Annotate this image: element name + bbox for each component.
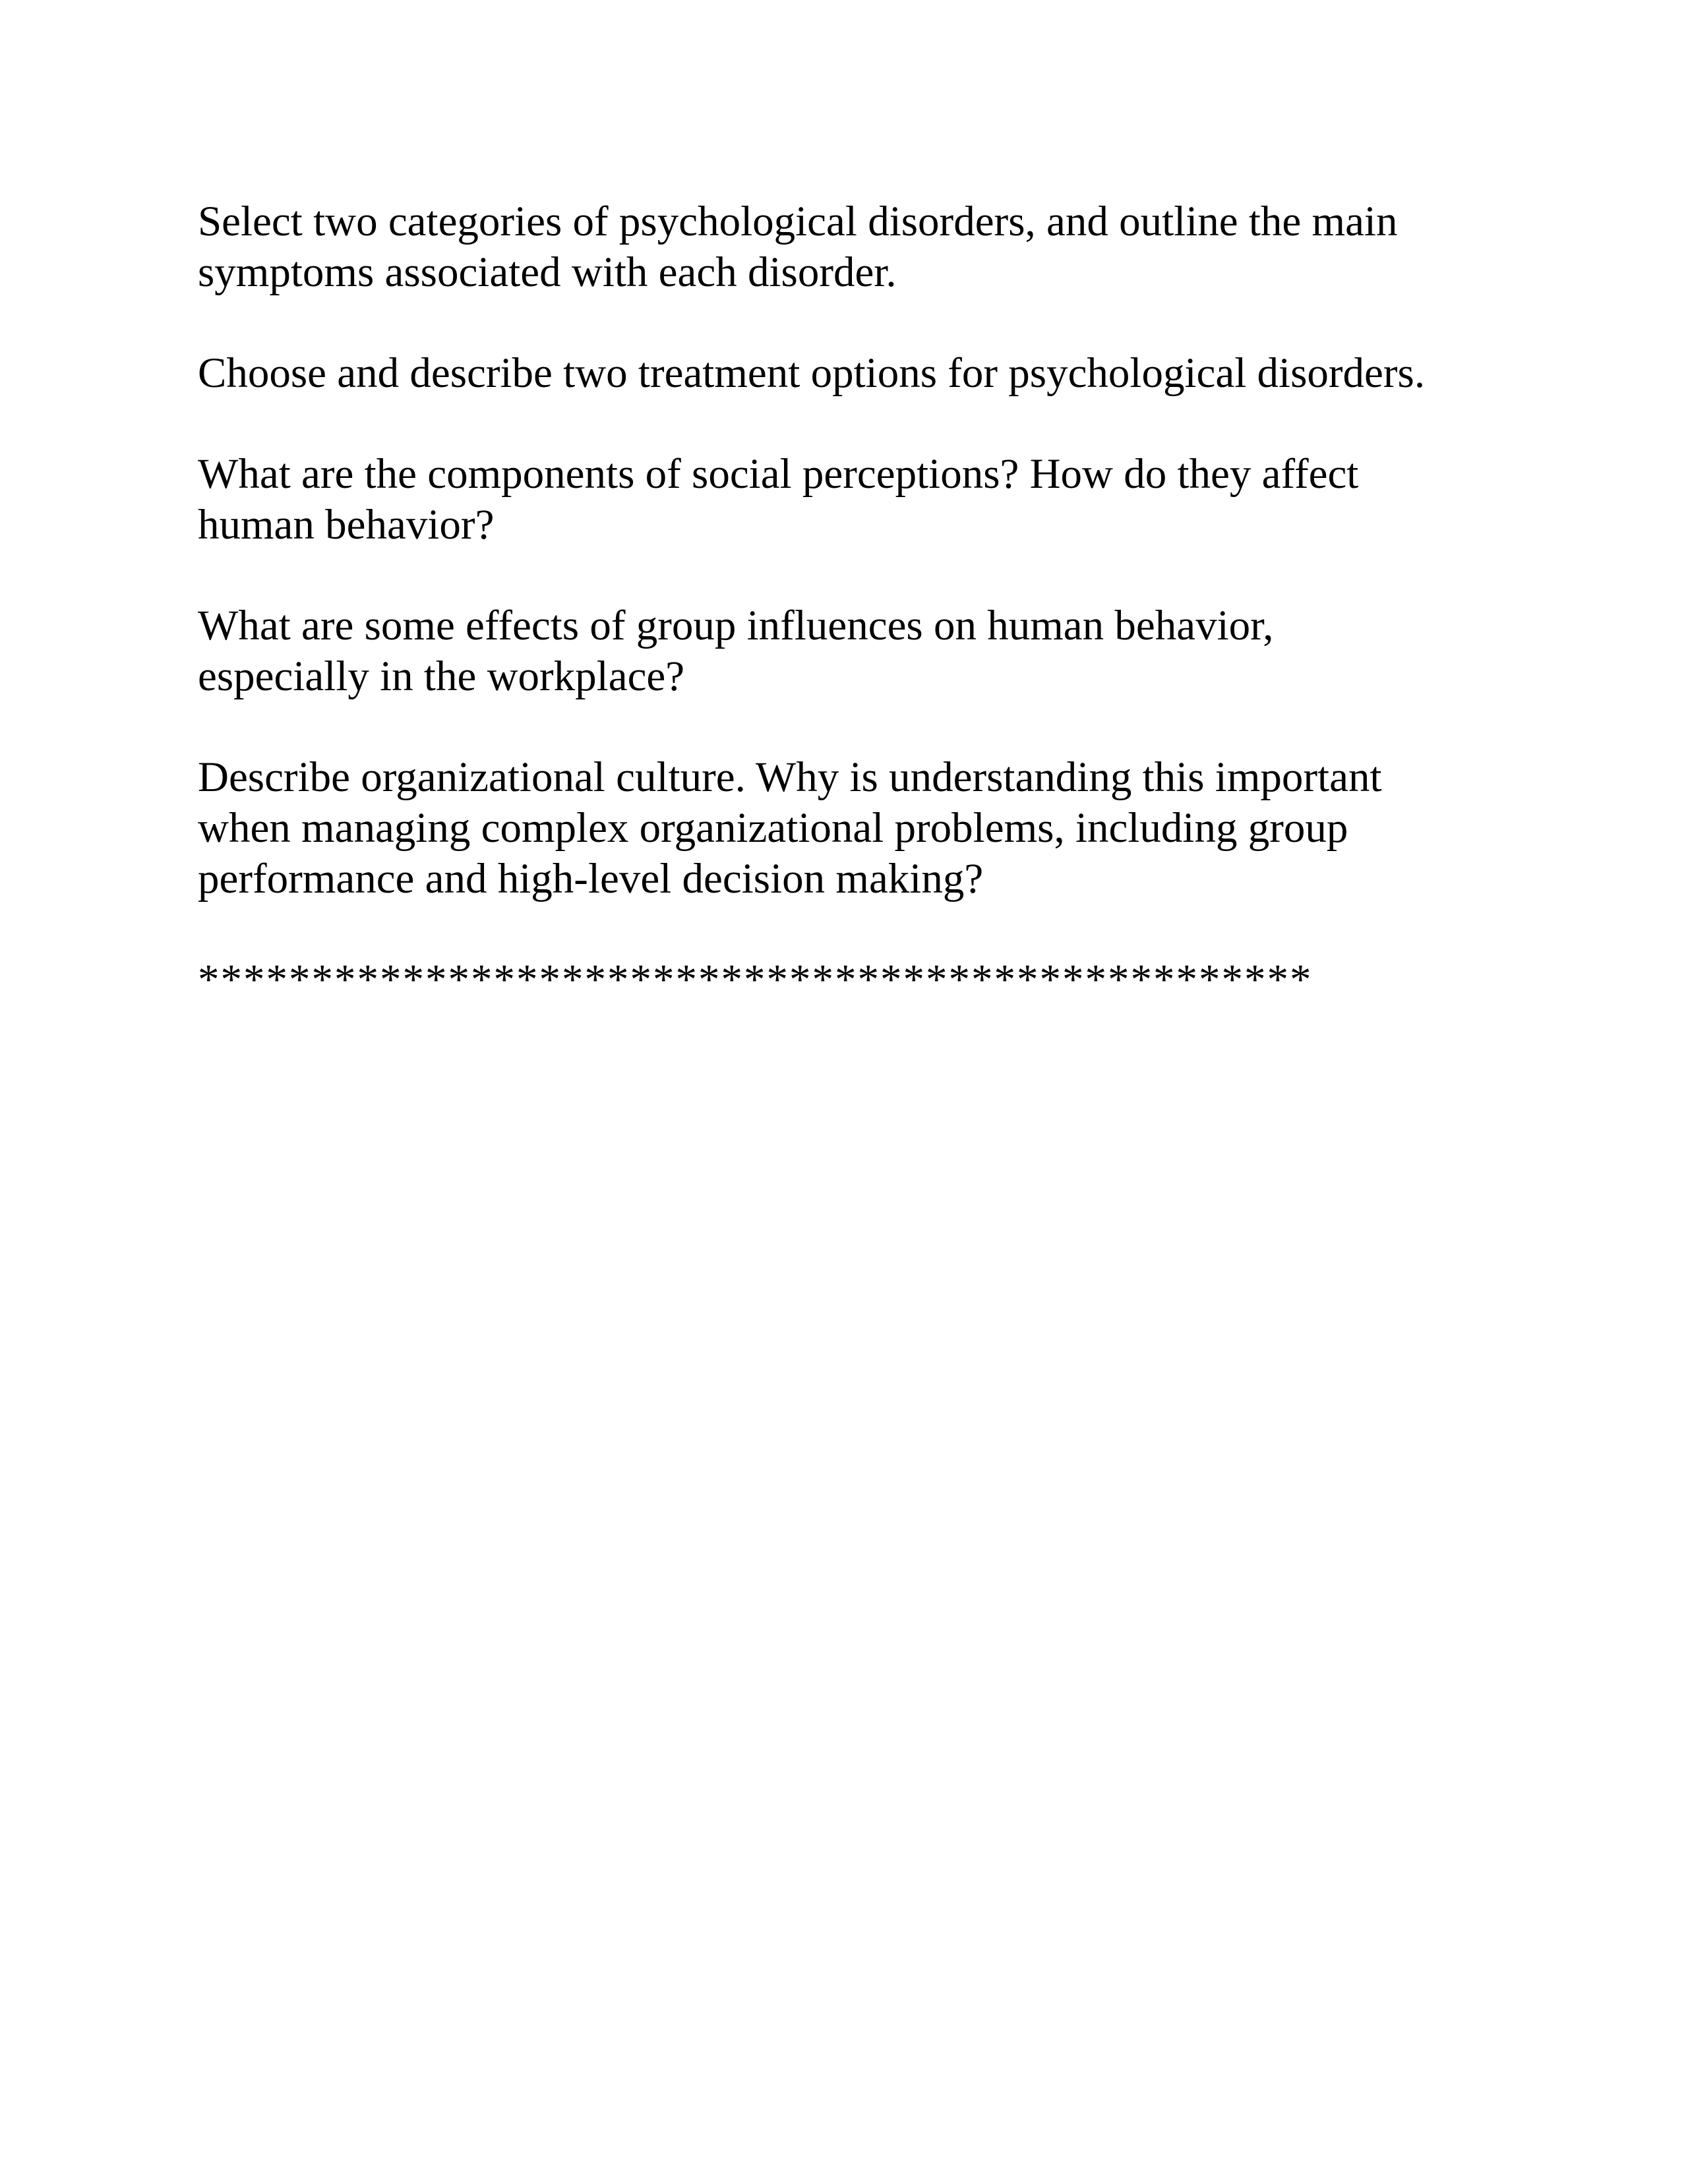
question-2 [198,348,1517,399]
question-2-line-1: Choose and describe two treatment options for psychological disorders. [198,349,1426,397]
question-4 [198,601,1517,702]
question-5 [198,752,1517,904]
question-1-line-2: symptoms associated with each disorder. [198,249,897,296]
question-3-line-2: human behavior? [198,501,495,548]
question-1 [198,196,1517,298]
question-1-line-1: Select two categories of psychological disorders, and outline the main [198,198,1398,245]
question-5-line-1: Describe organizational culture. Why is understanding this important [198,753,1382,801]
question-3 [198,449,1517,550]
document-body [198,196,1517,1005]
question-5-line-3: performance and high-level decision making? [198,855,984,902]
question-5-line-2: when managing complex organizational problems, including group [198,804,1348,852]
question-4-line-1: What are some effects of group influences on human behavior, [198,602,1274,649]
asterisk-separator: ************************************************* [198,956,1313,1003]
question-4-line-2: especially in the workplace? [198,653,685,700]
question-3-line-1: What are the components of social perceptions? How do they affect [198,450,1359,498]
